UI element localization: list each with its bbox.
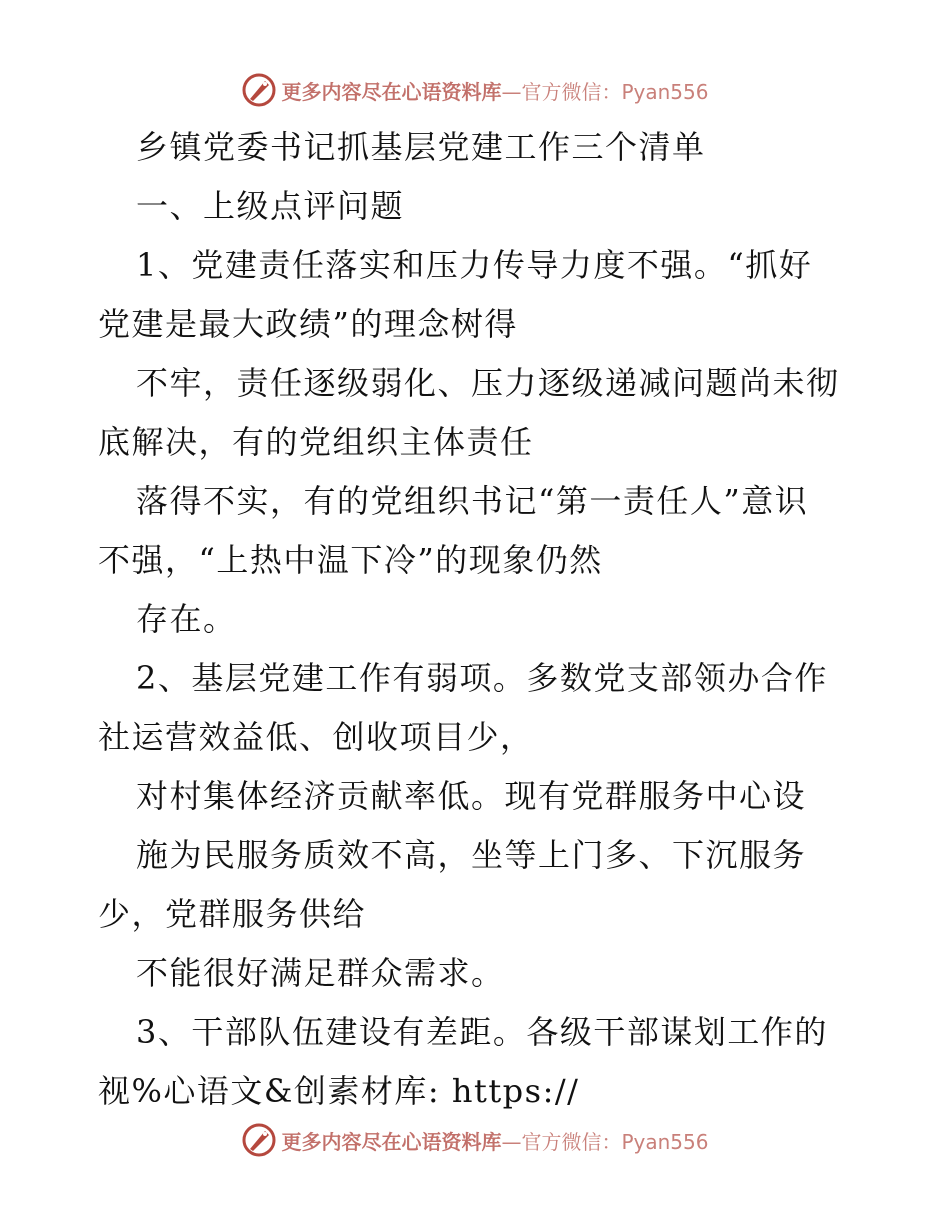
- header-banner: [0, 70, 950, 110]
- paragraph-line: 存在。: [136, 600, 237, 638]
- paragraph-line: 对村集体经济贡献率低。现有党群服务中心设: [136, 777, 807, 815]
- document-title: 乡镇党委书记抓基层党建工作三个清单: [136, 128, 706, 166]
- document-body: [98, 118, 858, 1121]
- pen-nib-logo-icon: [241, 1122, 277, 1158]
- paragraph-line: 视%心语文&创素材库: https://: [98, 1072, 580, 1110]
- paragraph-line: 落得不实，有的党组织书记“第一责任人”意识: [136, 482, 809, 520]
- paragraph-line: 1、党建责任落实和压力传导力度不强。“抓好: [136, 246, 813, 284]
- paragraph-line: 底解决，有的党组织主体责任: [98, 423, 534, 461]
- paragraph-line: 3、干部队伍建设有差距。各级干部谋划工作的: [136, 1013, 828, 1051]
- paragraph-line: 不牢，责任逐级弱化、压力逐级递减问题尚未彻: [136, 364, 840, 402]
- paragraph-line: 不强，“上热中温下冷”的现象仍然: [98, 541, 603, 579]
- paragraph-line: 少，党群服务供给: [98, 895, 367, 933]
- paragraph-line: 2、基层党建工作有弱项。多数党支部领办合作: [136, 659, 828, 697]
- paragraph-line: 不能很好满足群众需求。: [136, 954, 505, 992]
- paragraph-line: 党建是最大政绩”的理念树得: [98, 305, 518, 343]
- paragraph-line: 社运营效益低、创收项目少，: [98, 718, 534, 756]
- paragraph-line: 施为民服务质效不高，坐等上门多、下沉服务: [136, 836, 807, 874]
- pen-nib-logo-icon: [241, 72, 277, 108]
- footer-banner: [0, 1120, 950, 1160]
- section-heading: 一、上级点评问题: [136, 187, 405, 225]
- footer-banner-text: 更多内容尽在心语资料库—官方微信：Pyan556: [281, 1129, 709, 1154]
- header-banner-text: 更多内容尽在心语资料库—官方微信：Pyan556: [281, 79, 709, 104]
